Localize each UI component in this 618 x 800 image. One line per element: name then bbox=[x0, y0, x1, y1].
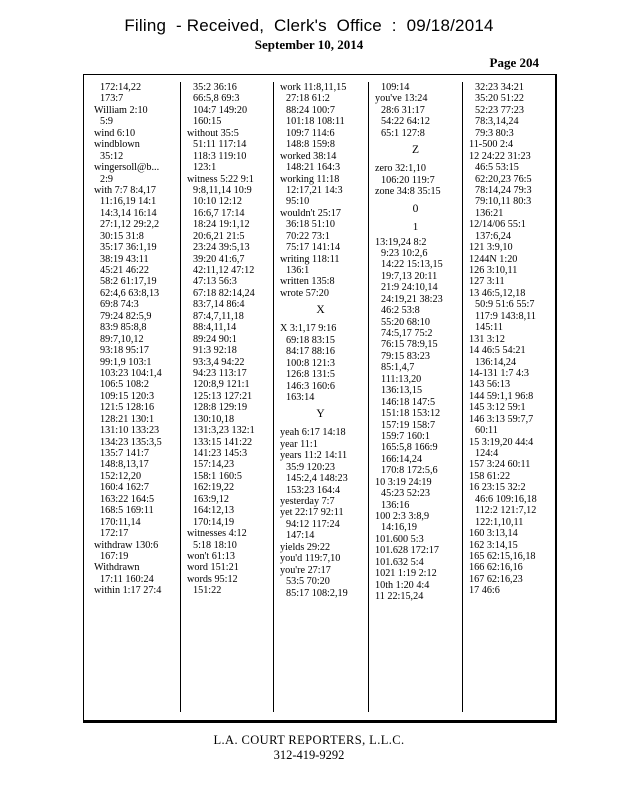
index-page-refs: 32:23 34:21 bbox=[475, 82, 524, 93]
index-entry: you're 27:17 bbox=[280, 564, 331, 576]
index-page-refs: 89:24 90:1 bbox=[193, 333, 237, 345]
index-page-refs: 167:19 bbox=[100, 550, 129, 562]
index-entry: wingersoll@b... bbox=[94, 162, 160, 174]
index-page-refs: 112:2 121:7,12 bbox=[475, 505, 537, 517]
index-entry: X 3:1,17 9:16 bbox=[280, 323, 337, 335]
index-page-refs: 130:10,18 bbox=[193, 413, 235, 425]
index-page-refs: 123:1 bbox=[193, 162, 217, 174]
index-entry: 10 3:19 24:19 bbox=[375, 476, 432, 488]
index-page-refs: 60:11 bbox=[475, 425, 498, 437]
section-letter: Y bbox=[316, 408, 325, 421]
index-page-refs: 103:23 104:1,4 bbox=[100, 367, 162, 379]
index-entry: 121 3:9,10 bbox=[469, 242, 513, 254]
section-letter: 0 bbox=[412, 202, 419, 215]
index-page-refs: 9:8,11,14 10:9 bbox=[193, 184, 252, 196]
index-page-refs: 85:1,4,7 bbox=[381, 362, 415, 374]
index-page-refs: 128:8 129:19 bbox=[193, 402, 248, 414]
index-entry: with 7:7 8:4,17 bbox=[94, 184, 156, 196]
index-page-refs: 136:21 bbox=[475, 207, 504, 219]
index-entry: within 1:17 27:4 bbox=[94, 585, 162, 597]
index-page-refs: 52:23 77:23 bbox=[475, 104, 524, 116]
index-page-refs: 5:9 bbox=[100, 116, 114, 128]
index-page-refs: 162:19,22 bbox=[193, 482, 235, 494]
index-page-refs: 62:4,6 63:8,13 bbox=[100, 287, 160, 299]
index-page-refs: 75:17 141:14 bbox=[286, 242, 341, 254]
index-entry: 166 62:16,16 bbox=[469, 562, 523, 574]
index-page-refs: 172:14,22 bbox=[100, 82, 142, 93]
index-page-refs: 27:1,12 29:2,2 bbox=[100, 219, 160, 231]
index-page-refs: 18:24 19:1,12 bbox=[193, 219, 250, 231]
section-letter: X bbox=[316, 304, 325, 317]
index-page-refs: 24:19,21 38:23 bbox=[381, 293, 443, 305]
index-page-refs: 14:16,19 bbox=[381, 522, 417, 534]
index-entry: without 35:5 bbox=[187, 127, 239, 139]
index-entry: you'd 119:7,10 bbox=[280, 553, 341, 565]
index-page-refs: 79:15 83:23 bbox=[381, 350, 430, 362]
index-page-refs: 28:6 31:17 bbox=[381, 104, 425, 116]
index-entry: worked 38:14 bbox=[280, 150, 337, 162]
index-page-refs: 89:7,10,12 bbox=[100, 333, 144, 345]
index-page-refs: 88:24 100:7 bbox=[286, 104, 335, 116]
index-page-refs: 35:12 bbox=[100, 150, 124, 162]
index-entry: 11-500 2:4 bbox=[469, 139, 514, 151]
index-entry: yet 22:17 92:11 bbox=[280, 507, 344, 519]
index-page-refs: 131:3,23 132:1 bbox=[193, 425, 255, 437]
index-page-refs: 9:23 10:2,6 bbox=[381, 247, 428, 259]
index-page-refs: 45:21 46:22 bbox=[100, 265, 149, 276]
index-page-refs: 16:6,7 17:14 bbox=[193, 207, 245, 219]
index-entry: 144 59:1,1 96:8 bbox=[469, 390, 534, 402]
index-entry: 146 3:13 59:7,7 bbox=[469, 413, 534, 425]
filing-date: September 10, 2014 bbox=[254, 37, 364, 52]
index-entry: 131 3:12 bbox=[469, 333, 505, 345]
index-page-refs: 141:23 145:3 bbox=[193, 448, 248, 459]
index-page-refs: 146:18 147:5 bbox=[381, 396, 436, 408]
index-page-refs: 159:7 160:1 bbox=[381, 430, 430, 442]
index-page-refs: 14:22 15:13,15 bbox=[381, 259, 443, 271]
index-page-refs: 99:1,9 103:1 bbox=[100, 356, 152, 368]
index-entry: witness 5:22 9:1 bbox=[187, 173, 254, 185]
index-page-refs: 93:18 95:17 bbox=[100, 345, 149, 357]
index-entry: 101.632 5:4 bbox=[375, 556, 424, 568]
column-divider bbox=[273, 82, 274, 712]
index-page-refs: 27:18 61:2 bbox=[286, 93, 330, 105]
index-page-refs: 46:2 53:8 bbox=[381, 305, 420, 317]
index-page-refs: 106:20 119:7 bbox=[381, 174, 435, 186]
index-page-refs: 125:13 127:21 bbox=[193, 390, 253, 402]
index-entry: writing 118:11 bbox=[280, 253, 340, 265]
index-page-refs: 136:1 bbox=[286, 265, 310, 276]
footer-phone: 312-419-9292 bbox=[273, 748, 345, 762]
index-entry: yeah 6:17 14:18 bbox=[280, 427, 346, 439]
index-page-refs: 54:22 64:12 bbox=[381, 116, 430, 128]
index-column-5 bbox=[467, 82, 552, 597]
index-entry: 126 3:10,11 bbox=[469, 265, 518, 276]
index-page-refs: 11:16,19 14:1 bbox=[100, 196, 157, 208]
index-page-refs: 30:15 31:8 bbox=[100, 230, 144, 242]
column-divider bbox=[180, 82, 181, 712]
index-page-refs: 122:1,10,11 bbox=[475, 516, 524, 528]
column-divider bbox=[462, 82, 463, 712]
index-page-refs: 131:10 133:23 bbox=[100, 425, 160, 437]
index-entry: wrote 57:20 bbox=[280, 287, 329, 299]
index-page-refs: 46:5 53:15 bbox=[475, 162, 519, 174]
index-page-refs: 151:22 bbox=[193, 585, 222, 597]
index-page-refs: 51:11 117:14 bbox=[193, 139, 247, 151]
index-page-refs: 21:9 24:10,14 bbox=[381, 282, 438, 294]
index-page-refs: 118:3 119:10 bbox=[193, 150, 247, 162]
index-page-refs: 158:1 160:5 bbox=[193, 470, 242, 482]
index-page-refs: 69:18 83:15 bbox=[286, 334, 335, 346]
index-page-refs: 163:9,12 bbox=[193, 493, 229, 505]
index-entry: witnesses 4:12 bbox=[187, 528, 247, 540]
index-page-refs: 35:20 51:22 bbox=[475, 93, 524, 105]
index-entry: 12 24:22 31:23 bbox=[469, 150, 531, 162]
index-page-refs: 78:14,24 79:3 bbox=[475, 184, 532, 196]
index-entry: 13:19,24 8:2 bbox=[375, 236, 427, 248]
index-entry: 162 3:14,15 bbox=[469, 539, 518, 551]
index-entry: years 11:2 14:11 bbox=[280, 450, 348, 462]
index-entry: words 95:12 bbox=[187, 573, 238, 585]
index-entry: 157 3:24 60:11 bbox=[469, 459, 531, 471]
index-page-refs: 136:14,24 bbox=[475, 356, 517, 368]
index-page-refs: 134:23 135:3,5 bbox=[100, 436, 162, 448]
index-column-2 bbox=[185, 82, 270, 597]
index-page-refs: 50:9 51:6 55:7 bbox=[475, 299, 535, 311]
index-page-refs: 101:18 108:11 bbox=[286, 116, 345, 128]
index-entry: 160 3:13,14 bbox=[469, 528, 518, 540]
index-entry: zone 34:8 35:15 bbox=[375, 186, 441, 198]
index-page-refs: 137:6,24 bbox=[475, 230, 511, 242]
index-entry: yesterday 7:7 bbox=[280, 496, 335, 507]
index-page-refs: 76:15 78:9,15 bbox=[381, 339, 438, 351]
page-number: Page 204 bbox=[489, 55, 539, 70]
index-page-refs: 53:5 70:20 bbox=[286, 576, 330, 588]
index-page-refs: 117:9 143:8,11 bbox=[475, 310, 536, 322]
index-page-refs: 62:20,23 76:5 bbox=[475, 173, 532, 185]
index-entry: wouldn't 25:17 bbox=[280, 207, 341, 219]
index-page-refs: 151:18 153:12 bbox=[381, 408, 441, 420]
index-page-refs: 83:7,14 86:4 bbox=[193, 299, 245, 311]
index-entry: 16 23:15 32:2 bbox=[469, 482, 526, 494]
index-entry: 15 3:19,20 44:4 bbox=[469, 436, 534, 448]
index-page-refs: 93:3,4 94:22 bbox=[193, 356, 245, 368]
index-page-refs: 136:16 bbox=[381, 499, 410, 511]
index-column-3 bbox=[278, 82, 363, 599]
index-page-refs: 136:13,15 bbox=[381, 385, 423, 397]
footer-company: L.A. COURT REPORTERS, L.L.C. bbox=[213, 733, 405, 747]
index-page-refs: 14:3,14 16:14 bbox=[100, 207, 157, 219]
index-page-refs: 94:23 113:17 bbox=[193, 367, 247, 379]
index-page-refs: 146:3 160:6 bbox=[286, 380, 335, 392]
index-page-refs: 84:17 88:16 bbox=[286, 346, 335, 358]
index-page-refs: 55:20 68:10 bbox=[381, 316, 430, 328]
index-page-refs: 128:21 130:1 bbox=[100, 413, 155, 425]
index-page-refs: 78:3,14,24 bbox=[475, 116, 519, 128]
index-page-refs: 148:8,13,17 bbox=[100, 459, 149, 471]
index-page-refs: 157:14,23 bbox=[193, 459, 235, 471]
index-entry: 143 56:13 bbox=[469, 379, 511, 391]
index-page-refs: 160:4 162:7 bbox=[100, 482, 149, 494]
index-page-refs: 74:5,17 75:2 bbox=[381, 328, 433, 339]
index-page-refs: 104:7 149:20 bbox=[193, 104, 248, 116]
index-page-refs: 157:19 158:7 bbox=[381, 419, 436, 431]
index-entry: zero 32:1,10 bbox=[375, 163, 426, 175]
index-page-refs: 163:22 164:5 bbox=[100, 493, 155, 505]
index-page-refs: 35:2 36:16 bbox=[193, 82, 237, 93]
index-page-refs: 95:10 bbox=[286, 196, 310, 208]
index-entry: windblown bbox=[94, 139, 140, 151]
index-page-refs: 17:11 160:24 bbox=[100, 573, 154, 585]
index-column-4 bbox=[373, 82, 458, 603]
index-entry: 1244N 1:20 bbox=[469, 253, 518, 265]
index-page-refs: 126:8 131:5 bbox=[286, 369, 335, 381]
index-entry: 10th 1:20 4:4 bbox=[375, 579, 430, 591]
index-entry: William 2:10 bbox=[94, 104, 148, 116]
index-page-refs: 58:2 61:17,19 bbox=[100, 276, 157, 288]
index-page-refs: 42:11,12 47:12 bbox=[193, 265, 255, 276]
index-page-refs: 19:7,13 20:11 bbox=[381, 270, 438, 282]
index-entry: 13 46:5,12,18 bbox=[469, 287, 526, 299]
index-entry: 11 22:15,24 bbox=[375, 591, 424, 603]
index-page-refs: 47:13 56:3 bbox=[193, 276, 237, 288]
index-entry: you've 13:24 bbox=[375, 93, 428, 105]
index-page-refs: 70:22 73:1 bbox=[286, 230, 330, 242]
index-page-refs: 83:9 85:8,8 bbox=[100, 322, 147, 334]
index-entry: 14-131 1:7 4:3 bbox=[469, 367, 529, 379]
index-entry: 12/14/06 55:1 bbox=[469, 219, 526, 231]
index-entry: Withdrawn bbox=[94, 562, 140, 574]
index-page-refs: 145:11 bbox=[475, 322, 503, 334]
index-page-refs: 170:8 172:5,6 bbox=[381, 465, 438, 477]
index-page-refs: 20:6,21 21:5 bbox=[193, 230, 245, 242]
index-page-refs: 111:13,20 bbox=[381, 373, 422, 385]
index-entry: won't 61:13 bbox=[187, 550, 235, 562]
section-letter: Z bbox=[411, 144, 420, 157]
index-page-refs: 39:20 41:6,7 bbox=[193, 253, 245, 265]
index-page-refs: 10:10 12:12 bbox=[193, 196, 242, 208]
index-page-refs: 46:6 109:16,18 bbox=[475, 493, 537, 505]
index-page-refs: 152:12,20 bbox=[100, 470, 142, 482]
index-page-refs: 45:23 52:23 bbox=[381, 488, 430, 500]
index-entry: 1021 1:19 2:12 bbox=[375, 568, 437, 580]
index-page-refs: 163:14 bbox=[286, 391, 315, 403]
index-page-refs: 88:4,11,14 bbox=[193, 322, 237, 334]
index-page-refs: 153:23 164:4 bbox=[286, 484, 341, 496]
index-entry: word 151:21 bbox=[187, 562, 239, 574]
index-page-refs: 79:3 80:3 bbox=[475, 127, 514, 139]
index-page-refs: 145:2,4 148:23 bbox=[286, 473, 348, 485]
index-page-refs: 120:8,9 121:1 bbox=[193, 379, 250, 391]
index-entry: 145 3:12 59:1 bbox=[469, 402, 526, 414]
index-page-refs: 23:24 39:5,13 bbox=[193, 242, 250, 254]
index-page-refs: 148:21 164:3 bbox=[286, 162, 341, 174]
index-page-refs: 109:14 bbox=[381, 82, 410, 93]
index-entry: 167 62:16,23 bbox=[469, 573, 523, 585]
index-page-refs: 170:11,14 bbox=[100, 516, 141, 528]
index-page-refs: 168:5 169:11 bbox=[100, 505, 154, 517]
index-entry: year 11:1 bbox=[280, 438, 318, 450]
index-page-refs: 109:7 114:6 bbox=[286, 127, 335, 139]
index-page-refs: 91:3 92:18 bbox=[193, 345, 237, 357]
column-divider bbox=[368, 82, 369, 712]
index-page-refs: 85:17 108:2,19 bbox=[286, 587, 348, 599]
index-entry: 127 3:11 bbox=[469, 276, 505, 288]
index-page-refs: 69:8 74:3 bbox=[100, 299, 139, 311]
index-entry: 101.600 5:3 bbox=[375, 533, 424, 545]
index-entry: yields 29:22 bbox=[280, 541, 331, 553]
index-entry: 158 61:22 bbox=[469, 470, 511, 482]
index-page-refs: 124:4 bbox=[475, 448, 499, 459]
index-page-refs: 133:15 141:22 bbox=[193, 436, 253, 448]
index-entry: 101.628 172:17 bbox=[375, 545, 439, 557]
index-page-refs: 148:8 159:8 bbox=[286, 139, 335, 151]
index-page-refs: 94:12 117:24 bbox=[286, 518, 340, 530]
index-entry: written 135:8 bbox=[280, 276, 335, 288]
index-page-refs: 170:14,19 bbox=[193, 516, 235, 528]
index-page-refs: 2:9 bbox=[100, 173, 114, 185]
index-page-refs: 109:15 120:3 bbox=[100, 390, 155, 402]
index-page-refs: 100:8 121:3 bbox=[286, 357, 335, 369]
index-entry: working 11:18 bbox=[280, 173, 340, 185]
index-page-refs: 147:14 bbox=[286, 530, 315, 542]
index-column-1 bbox=[92, 82, 177, 597]
index-page-refs: 12:17,21 14:3 bbox=[286, 184, 343, 196]
index-page-refs: 160:15 bbox=[193, 116, 222, 128]
index-page-refs: 38:19 43:11 bbox=[100, 253, 149, 265]
index-entry: wind 6:10 bbox=[94, 127, 136, 139]
index-page-refs: 35:17 36:1,19 bbox=[100, 242, 157, 254]
index-page-refs: 106:5 108:2 bbox=[100, 379, 149, 391]
index-page-refs: 79:10,11 80:3 bbox=[475, 196, 532, 208]
index-page-refs: 35:9 120:23 bbox=[286, 461, 335, 473]
index-page-refs: 121:5 128:16 bbox=[100, 402, 155, 414]
index-entry: work 11:8,11,15 bbox=[280, 82, 347, 93]
index-entry: 165 62:15,16,18 bbox=[469, 550, 536, 562]
section-letter: 1 bbox=[412, 220, 419, 233]
index-page-refs: 166:14,24 bbox=[381, 453, 423, 465]
index-page-refs: 66:5,8 69:3 bbox=[193, 93, 240, 105]
index-page-refs: 164:12,13 bbox=[193, 505, 235, 517]
index-entry: 17 46:6 bbox=[469, 585, 500, 597]
index-page-refs: 172:17 bbox=[100, 528, 129, 540]
index-page-refs: 5:18 18:10 bbox=[193, 539, 237, 551]
index-page-refs: 67:18 82:14,24 bbox=[193, 287, 255, 299]
index-entry: 14 46:5 54:21 bbox=[469, 345, 526, 357]
index-page-refs: 87:4,7,11,18 bbox=[193, 310, 244, 322]
index-entry: withdraw 130:6 bbox=[94, 539, 159, 551]
index-page-refs: 173:7 bbox=[100, 93, 124, 105]
index-page-refs: 135:7 141:7 bbox=[100, 448, 149, 459]
index-entry: 100 2:3 3:8,9 bbox=[375, 511, 430, 522]
filing-stamp: Filing - Received, Clerk's Office : 09/18/2014 bbox=[124, 16, 494, 35]
index-page-refs: 65:1 127:8 bbox=[381, 127, 425, 139]
index-page-refs: 79:24 82:5,9 bbox=[100, 310, 152, 322]
index-page-refs: 165:5,8 166:9 bbox=[381, 442, 438, 454]
index-page-refs: 36:18 51:10 bbox=[286, 219, 335, 231]
